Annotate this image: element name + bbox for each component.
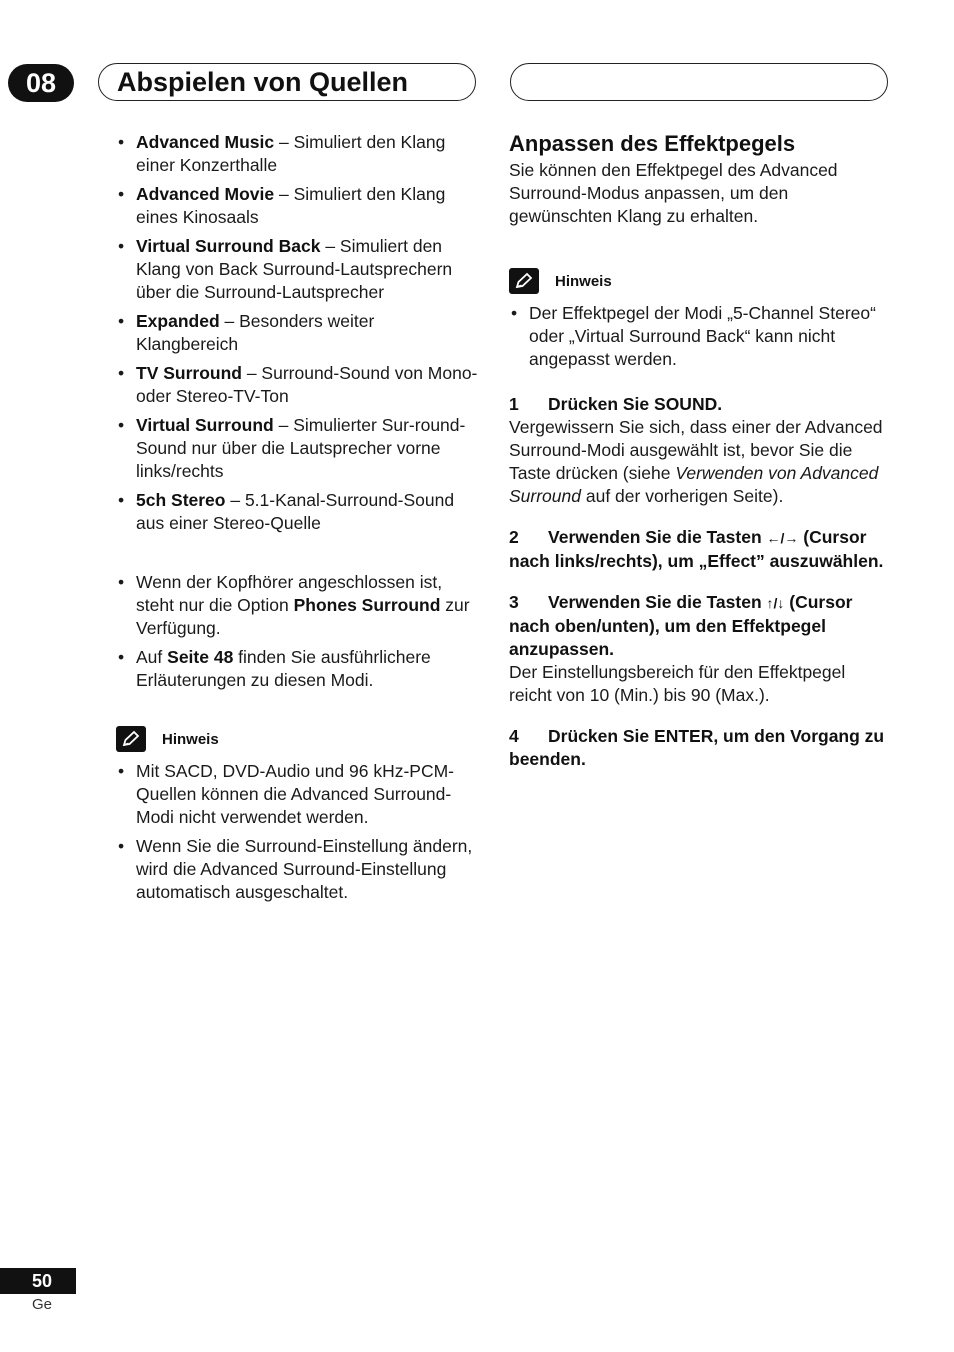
left-right-arrows-icon: ←/→: [766, 530, 799, 546]
pencil-icon: [116, 726, 146, 752]
step-2: 2 Verwenden Sie die Tasten ←/→ (Cursor nach links/rechts), um „Effect” auszuwählen.: [509, 527, 884, 571]
step-4: 4 Drücken Sie ENTER, um den Vorgang zu beenden.: [509, 726, 885, 769]
right-column: [509, 131, 891, 771]
extra-list: [116, 571, 478, 692]
list-item: • Virtual Surround – Simulierter Sur-round-Sound nur über die Lautsprecher vorne links/rechts: [116, 414, 478, 483]
section-title: Anpassen des Effektpegels: [509, 131, 796, 156]
header-empty-box: [510, 63, 888, 101]
list-item: • Expanded – Besonders weiter Klangbereich: [116, 310, 478, 356]
chapter-badge: 08: [8, 64, 74, 102]
page-number: 50: [0, 1268, 76, 1294]
list-item: • Wenn Sie die Surround-Einstellung ändern, wird die Advanced Surround-Einstellung automatisch ausgeschaltet.: [116, 835, 478, 904]
up-down-arrows-icon: ↑/↓: [766, 595, 785, 611]
list-item: • Mit SACD, DVD-Audio und 96 kHz-PCM-Quellen können die Advanced Surround-Modi nicht verwendet werden.: [116, 760, 478, 829]
note-label: Hinweis: [162, 730, 219, 748]
note-list: [116, 760, 478, 904]
page-language: Ge: [32, 1296, 53, 1313]
list-item: • Advanced Movie – Simuliert den Klang eines Kinosaals: [116, 183, 478, 229]
intro-text: Sie können den Effektpegel des Advanced Surround-Modus anpassen, um den gewünschten Klang zu erhalten.: [509, 160, 838, 226]
list-item: • 5ch Stereo – 5.1-Kanal-Surround-Sound aus einer Stereo-Quelle: [116, 489, 478, 535]
mode-list: [116, 131, 478, 535]
list-item: • Wenn der Kopfhörer angeschlossen ist, steht nur die Option Phones Surround zur Verfügung.: [116, 571, 478, 640]
left-column: [116, 131, 478, 910]
step-3: 3 Verwenden Sie die Tasten ↑/↓ (Cursor nach oben/unten), um den Effektpegel anzupassen.: [509, 592, 853, 659]
step-1-body: Vergewissern Sie sich, dass einer der Advanced Surround-Modi ausgewählt ist, bevor Sie die Taste drücken (siehe Verwenden von Advanced Surround auf der vorherigen Seite).: [509, 417, 883, 506]
list-item: • Advanced Music – Simuliert den Klang einer Konzerthalle: [116, 131, 478, 177]
note-label: Hinweis: [555, 272, 612, 290]
list-item: • TV Surround – Surround-Sound von Mono- oder Stereo-TV-Ton: [116, 362, 478, 408]
step-3-body: Der Einstellungsbereich für den Effektpegel reicht von 10 (Min.) bis 90 (Max.).: [509, 662, 846, 705]
list-item: • Virtual Surround Back – Simuliert den Klang von Back Surround-Lautsprechern über die Surround-Lautsprecher: [116, 235, 478, 304]
step-1: 1 Drücken Sie SOUND.: [509, 394, 723, 414]
note-header: [116, 726, 478, 752]
chapter-title-box: [98, 63, 476, 101]
note-header: [509, 268, 891, 294]
list-item: • Auf Seite 48 finden Sie ausführlichere Erläuterungen zu diesen Modi.: [116, 646, 478, 692]
pencil-icon: [509, 268, 539, 294]
note-list: [509, 302, 891, 371]
list-item: • Der Effektpegel der Modi „5-Channel Stereo“ oder „Virtual Surround Back“ kann nicht angepasst werden.: [509, 302, 891, 371]
chapter-title: Abspielen von Quellen: [117, 67, 409, 97]
